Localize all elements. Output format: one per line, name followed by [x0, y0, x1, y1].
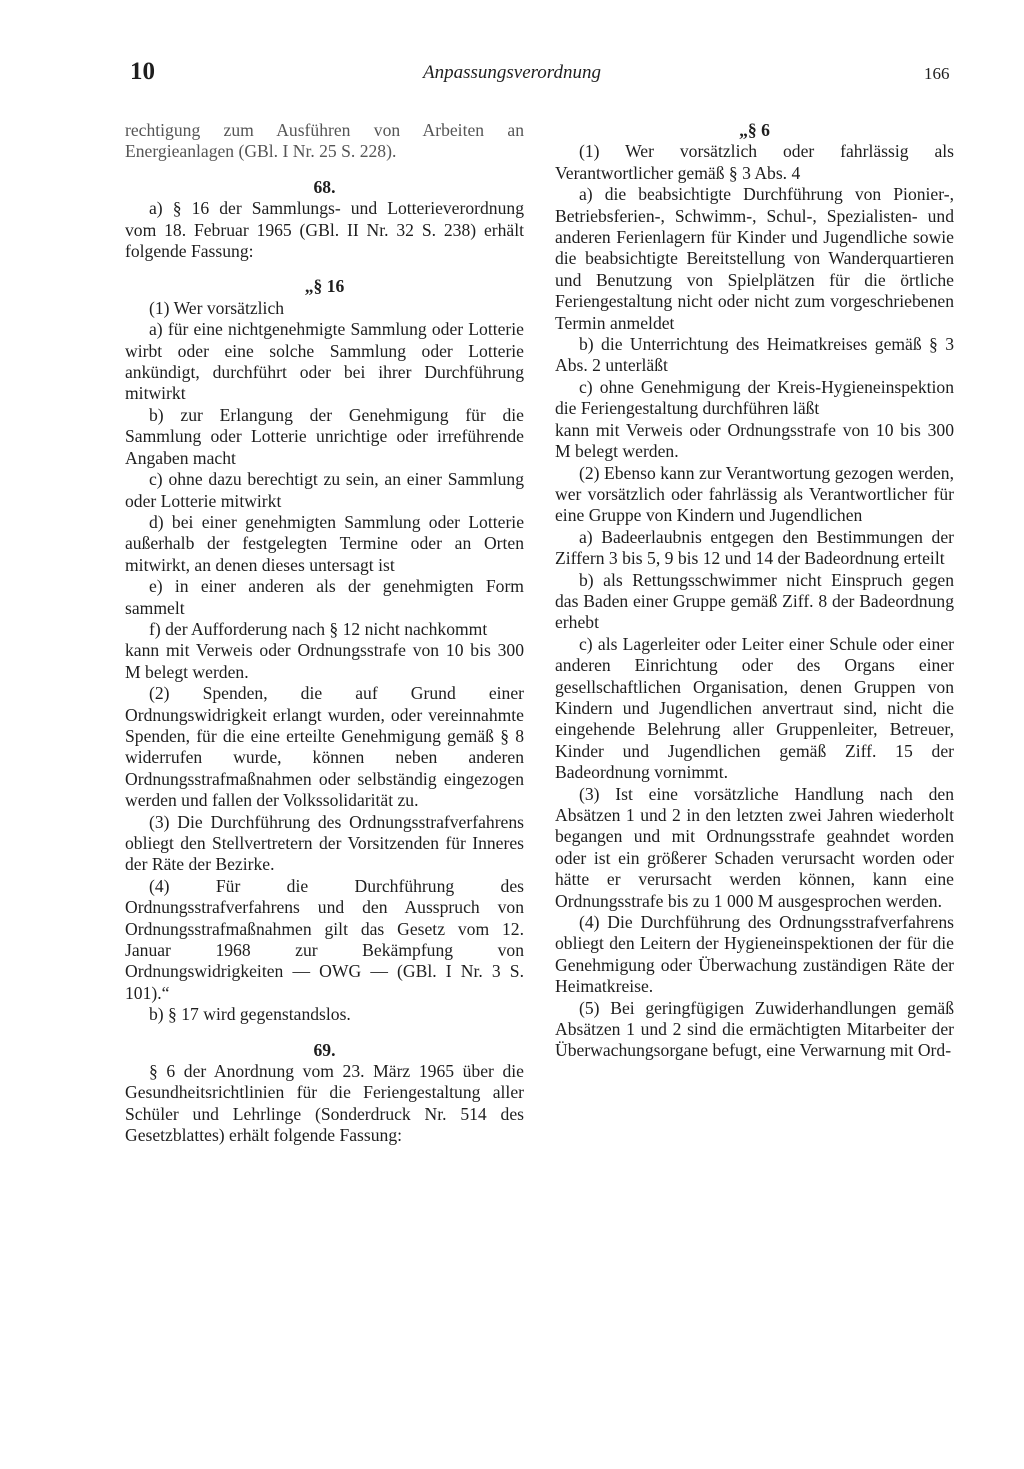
p6-abs2-item-a: a) Badeerlaubnis entgegen den Bestimmungen der Ziffern 3 bis 5, 9 bis 12 und 14 der Badeordnung erteilt [555, 526, 954, 569]
p6-penalty: kann mit Verweis oder Ordnungsstrafe von 10 bis 300 M belegt werden. [555, 419, 954, 462]
p6-abs2-item-c: c) als Lagerleiter oder Leiter einer Schule oder einer anderen Einrichtung oder des Organs einer gesellschaftlichen Organisation, denen Gruppen von Kindern und Jugendlichen anvertraut sind, nicht die eingehende Belehrung aller Gruppenleiter, Betreuer, Kinder und Jugendlichen gemäß Ziff. 15 der Badeordnung vornimmt. [555, 633, 954, 783]
section-69-heading: 69. [313, 1039, 336, 1060]
p6-abs2-item-b: b) als Rettungsschwimmer nicht Einspruch gegen das Baden einer Gruppe gemäß Ziff. 8 der Badeordnung erhebt [555, 569, 954, 633]
section-69-paragraph: § 6 der Anordnung vom 23. März 1965 über die Gesundheitsrichtlinien für die Feriengestaltung aller Schüler und Lehrlinge (Sonderdruck Nr. 514 des Gesetzblattes) erhält folgende Fassung: [125, 1061, 524, 1146]
p16-item-e: e) in einer anderen als der genehmigten Form sammelt [125, 576, 524, 618]
p6-abs2: (2) Ebenso kann zur Verantwortung gezogen werden, wer vorsätzlich oder fahrlässig als Verantwortlicher für eine Gruppe von Kindern und Jugendlichen [555, 462, 954, 526]
p6-item-a: a) die beabsichtigte Durchführung von Pionier-, Betriebsferien-, Schwimm-, Schul-, Spezialisten- und anderen Ferienlagern für Kinder und Jugendliche sowie die beabsichtigte Bereitstellung von Wanderquartieren und Benutzung von Spielplätzen für die örtliche Feriengestaltung nicht oder nicht zum vorgeschriebenen Termin anmeldet [555, 184, 954, 333]
p6-item-b: b) die Unterrichtung des Heimatkreises gemäß § 3 Abs. 2 unterläßt [555, 334, 954, 376]
p16-abs2: (2) Spenden, die auf Grund einer Ordnungswidrigkeit erlangt wurden, oder vereinnahmte Spenden, für die eine erteilte Genehmigung gemäß § 8 widerrufen wurde, können neben anderen Ordnungsstrafmaßnahmen oder selbständig eingezogen werden und fallen der Volkssolidarität zu. [125, 683, 524, 811]
section-68-heading: 68. [313, 176, 336, 197]
left-column [125, 120, 524, 1147]
page-number-left: 10 [130, 58, 155, 85]
right-column [555, 120, 954, 1062]
p16-item-c: c) ohne dazu berechtigt zu sein, an einer Sammlung oder Lotterie mitwirkt [125, 469, 524, 511]
p16-penalty: kann mit Verweis oder Ordnungsstrafe von 10 bis 300 M belegt werden. [125, 640, 524, 682]
p16-item-a: a) für eine nichtgenehmigte Sammlung oder Lotterie wirbt oder eine solche Sammlung oder Lotterie ankündigt, durchführt oder bei ihrer Durchführung mitwirkt [125, 319, 524, 404]
section-68b-paragraph: b) § 17 wird gegenstandslos. [149, 1004, 351, 1025]
paragraph-6-heading: „§ 6 [739, 120, 770, 140]
p16-abs3: (3) Die Durchführung des Ordnungsstrafverfahrens obliegt den Stellvertretern der Vorsitzenden für Inneres der Räte der Bezirke. [125, 811, 524, 875]
paragraph-16-heading: „§ 16 [304, 276, 345, 297]
page-header [0, 58, 1024, 88]
p6-abs4: (4) Die Durchführung des Ordnungsstrafverfahrens obliegt den Leitern der Hygieneinspektionen der für die Genehmigung oder Überwachung zuständigen Räte der Heimatkreise. [555, 912, 954, 997]
running-title: Anpassungsverordnung [422, 62, 602, 83]
p16-item-d: d) bei einer genehmigten Sammlung oder Lotterie außerhalb der festgelegten Termine oder an Orten mitwirkt, an denen dieses untersagt ist [125, 511, 524, 575]
p6-item-c: c) ohne Genehmigung der Kreis-Hygieneinspektion die Feriengestaltung durchführen läßt [555, 376, 954, 419]
continuation-paragraph: rechtigung zum Ausführen von Arbeiten an Energieanlagen (GBl. I Nr. 25 S. 228). [125, 120, 524, 162]
p16-abs4: (4) Für die Durchführung des Ordnungsstrafverfahrens und den Ausspruch von Ordnungsstrafmaßnahmen gilt das Gesetz vom 12. Januar 1968 zur Bekämpfung von Ordnungswidrigkeiten — OWG — (GBl. I Nr. 3 S. 101).“ [125, 875, 524, 1003]
page-number-right: 166 [924, 64, 950, 83]
p16-abs1: (1) Wer vorsätzlich [149, 297, 285, 318]
p16-item-b: b) zur Erlangung der Genehmigung für die Sammlung oder Lotterie unrichtige oder irreführende Angaben macht [125, 404, 524, 468]
section-68a-paragraph: a) § 16 der Sammlungs- und Lotterieverordnung vom 18. Februar 1965 (GBl. II Nr. 32 S. 238) erhält folgende Fassung: [125, 198, 524, 262]
p6-abs1: (1) Wer vorsätzlich oder fahrlässig als Verantwortlicher gemäß § 3 Abs. 4 [555, 141, 954, 183]
p6-abs5: (5) Bei geringfügigen Zuwiderhandlungen gemäß Absätzen 1 und 2 sind die ermächtigten Mitarbeiter der Überwachungsorgane befugt, eine Verwarnung mit Ord- [555, 997, 954, 1061]
p16-item-f: f) der Aufforderung nach § 12 nicht nachkommt [149, 618, 488, 639]
p6-abs3: (3) Ist eine vorsätzliche Handlung nach den Absätzen 1 und 2 in den letzten zwei Jahren wiederholt begangen und mit Ordnungsstrafe geahndet worden oder ist ein größerer Schaden verursacht worden oder hätte er verursacht werden können, kann eine Ordnungsstrafe bis zu 1 000 M ausgesprochen werden. [555, 783, 954, 911]
